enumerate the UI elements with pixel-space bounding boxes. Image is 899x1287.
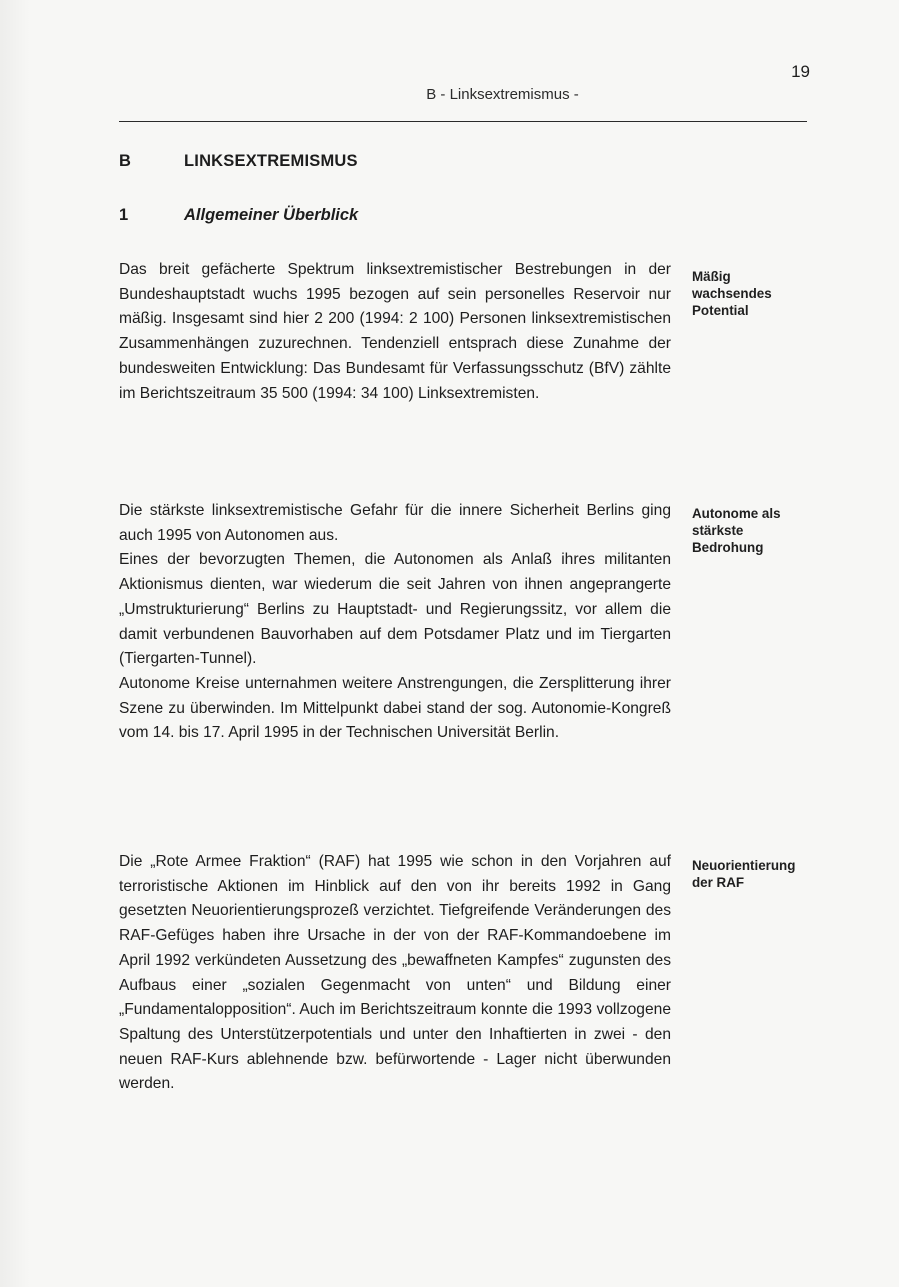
header-divider bbox=[119, 121, 807, 122]
section-heading bbox=[119, 206, 358, 225]
paragraph-text: Das breit gefächerte Spektrum linksextremistischer Bestrebungen in der Bundeshauptstadt wuchs 1995 bezogen auf sein personelles Reservoir nur mäßig. Insgesamt sind hier 2 200 (1994: 2 100) Personen linksextremistischen Zusammenhängen zuzurechnen. Tendenziell entsprach diese Zunahme der bundesweiten Entwicklung: Das Bundesamt für Verfassungsschutz (BfV) zählte im Berichtszeitraum 35 500 (1994: 34 100) Linksextremisten. bbox=[119, 261, 671, 402]
paragraph-text: Autonome Kreise unternahmen weitere Anstrengungen, die Zersplitterung ihrer Szene zu überwinden. Im Mittelpunkt dabei stand der sog. Autonomie-Kongreß vom 14. bis 17. April 1995 in der Technischen Universität Berlin. bbox=[119, 674, 671, 742]
chapter-heading bbox=[119, 152, 358, 171]
scan-edge-shadow bbox=[0, 0, 30, 1287]
page-number: 19 bbox=[791, 62, 810, 81]
margin-note-autonome: Autonome als stärkste Bedrohung bbox=[692, 506, 781, 555]
margin-note-raf: Neuorientierung der RAF bbox=[692, 858, 796, 890]
paragraph-potential bbox=[119, 258, 671, 406]
running-header: B - Linksextremismus - bbox=[426, 86, 579, 103]
paragraph-raf bbox=[119, 850, 671, 1097]
chapter-title: LINKSEXTREMISMUS bbox=[184, 152, 358, 170]
chapter-number: B bbox=[119, 152, 132, 170]
section-number: 1 bbox=[119, 206, 129, 224]
paragraph-text: Die „Rote Armee Fraktion“ (RAF) hat 1995 wie schon in den Vorjahren auf terroristische Aktionen im Hinblick auf den von ihr bereits 1992 in Gang gesetzten Neuorientierungsprozeß verzichtet. Tiefgreifende Veränderungen des RAF-Gefüges haben ihre Ursache in der von der RAF-Kommandoebene im April 1992 verkündeten Aussetzung des „bewaffneten Kampfes“ zugunsten des Aufbaus einer „sozialen Gegenmacht von unten“ und Bildung einer „Fundamentalopposition“. Auch im Berichtszeitraum konnte die 1993 vollzogene Spaltung des Unterstützerpotentials und unter den Inhaftierten in zwei - den neuen RAF-Kurs ablehnende bzw. befürwortende - Lager nicht überwunden werden. bbox=[119, 853, 671, 1093]
paragraph-autonome bbox=[119, 499, 671, 746]
paragraph-text: Eines der bevorzugten Themen, die Autonomen als Anlaß ihres militanten Aktionismus dienten, war wiederum die seit Jahren von ihnen angeprangerte „Umstrukturierung“ Berlins zu Hauptstadt- und Regierungssitz, vor allem die damit verbundenen Bauvorhaben auf dem Potsdamer Platz und im Tiergarten (Tiergarten-Tunnel). bbox=[119, 551, 671, 668]
section-title: Allgemeiner Überblick bbox=[184, 206, 359, 224]
paragraph-text: Die stärkste linksextremistische Gefahr für die innere Sicherheit Berlins ging auch 1995 von Autonomen aus. bbox=[119, 502, 671, 544]
margin-note-potential: Mäßig wachsendes Potential bbox=[692, 269, 772, 318]
